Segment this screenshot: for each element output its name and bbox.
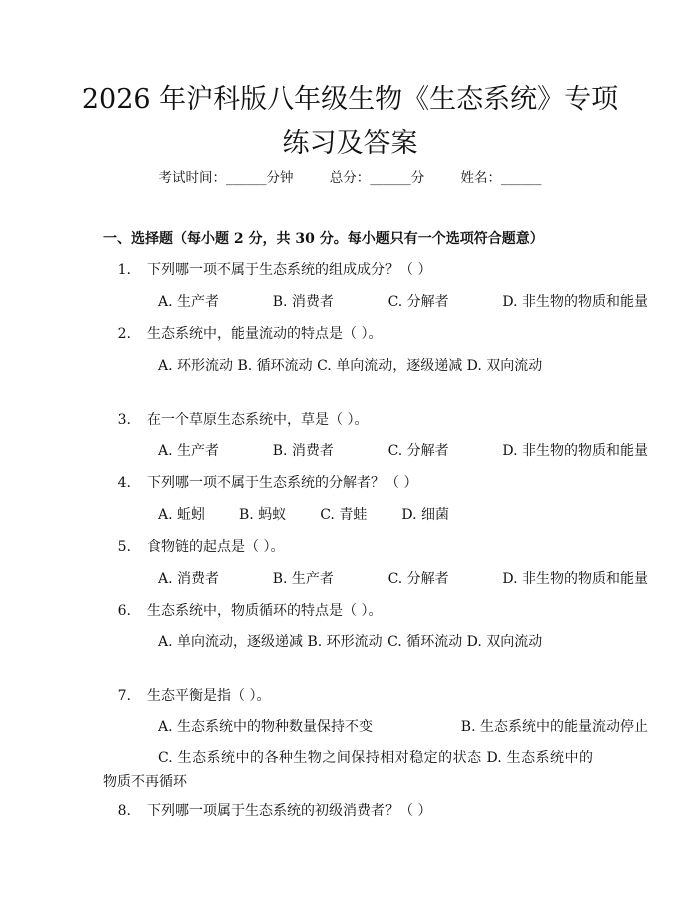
option-d: D. 非生物的物质和能量: [502, 294, 648, 310]
question-5: [103, 535, 593, 559]
option-b: B. 生产者: [272, 571, 334, 587]
options-7-row-2: C. 生态系统中的各种生物之间保持相对稳定的状态 D. 生态系统中的物质不再循环: [103, 750, 593, 790]
option-d: D. 非生物的物质和能量: [502, 443, 648, 459]
option-a: A. 生产者: [158, 294, 220, 310]
options-1: [103, 290, 648, 314]
question-number: 6.: [117, 603, 131, 619]
title-line-2: 练习及答案: [282, 128, 418, 159]
option-a: A. 生态系统中的物种数量保持不变: [158, 719, 374, 735]
options-5: [103, 567, 648, 591]
question-number: 5.: [117, 539, 131, 555]
question-text: 在一个草原生态系统中，草是（ ）。: [147, 412, 369, 428]
exam-time: 考试时间：______分钟: [158, 170, 294, 186]
option-b: B. 生态系统中的能量流动停止: [460, 719, 648, 735]
section-heading: 一、选择题（每小题 2 分，共 30 分。每小题只有一个选项符合题意）: [103, 231, 544, 247]
option-d: D. 非生物的物质和能量: [502, 571, 648, 587]
student-name: 姓名：______: [460, 170, 542, 186]
option-c: C. 青蛙: [320, 507, 368, 523]
option-a: A. 生产者: [158, 443, 220, 459]
question-text: 下列哪一项不属于生态系统的分解者？（ ）: [147, 475, 418, 491]
question-text: 下列哪一项不属于生态系统的组成成分？（ ）: [147, 262, 432, 278]
option-b: B. 蚂蚁: [239, 507, 287, 523]
option-b: B. 消费者: [272, 294, 334, 310]
option-d: D. 细菌: [401, 507, 449, 523]
options-7-row-1: [103, 715, 648, 739]
question-number: 4.: [117, 475, 131, 491]
question-text: 下列哪一项属于生态系统的初级消费者？（ ）: [147, 803, 432, 819]
question-2: [103, 322, 593, 346]
option-c: C. 分解者: [387, 571, 449, 587]
question-number: 3.: [117, 412, 131, 428]
option-a: A. 蚯蚓: [158, 507, 206, 523]
exam-meta: [0, 166, 700, 186]
document-title: [0, 78, 700, 166]
question-number: 7.: [117, 688, 131, 704]
option-c: C. 分解者: [387, 443, 449, 459]
question-text: 生态平衡是指（ ）。: [147, 688, 271, 704]
option-a: A. 消费者: [158, 571, 220, 587]
question-number: 8.: [117, 803, 131, 819]
question-number: 2.: [117, 326, 131, 342]
question-text: 生态系统中，物质循环的特点是（ ）。: [147, 603, 383, 619]
option-b: B. 消费者: [272, 443, 334, 459]
question-number: 1.: [117, 262, 131, 278]
option-c: C. 分解者: [387, 294, 449, 310]
options-4: [103, 503, 648, 527]
question-3: [103, 408, 593, 432]
question-8: [103, 799, 593, 823]
question-text: 食物链的起点是（ ）。: [147, 539, 285, 555]
title-line-1: 2026 年沪科版八年级生物《生态系统》专项: [81, 84, 619, 115]
options-3: [103, 439, 648, 463]
options-6: A. 单向流动，逐级递减 B. 环形流动 C. 循环流动 D. 双向流动: [158, 634, 543, 650]
question-6: [103, 599, 593, 623]
question-7: [103, 684, 593, 708]
question-1: [103, 258, 593, 282]
question-4: [103, 471, 593, 495]
question-text: 生态系统中，能量流动的特点是（ ）。: [147, 326, 383, 342]
total-score: 总分：______分: [329, 170, 425, 186]
options-2: A. 环形流动 B. 循环流动 C. 单向流动，逐级递减 D. 双向流动: [158, 358, 543, 374]
